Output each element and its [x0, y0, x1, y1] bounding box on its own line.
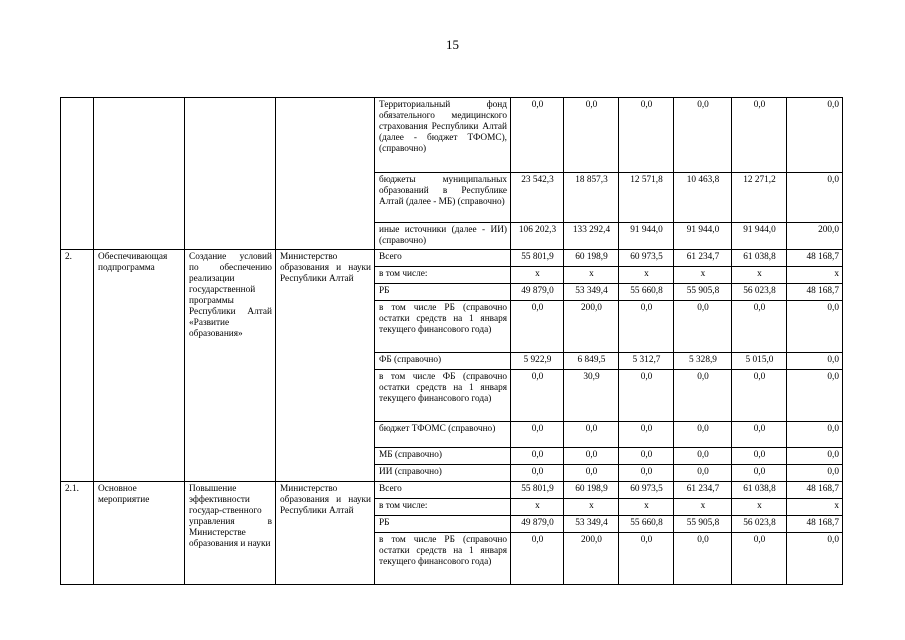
- amount-cell: 48 168,7: [787, 284, 843, 301]
- funding-source: Территориальный фонд обязательного медицинского страхования Республики Алтай (далее - бюджет ТФОМС), (справочно): [375, 98, 511, 173]
- funding-source: иные источники (далее - ИИ) (справочно): [375, 223, 511, 250]
- amount-cell: 0,0: [511, 448, 564, 465]
- amount-cell: х: [619, 499, 674, 516]
- amount-cell: 12 271,2: [732, 173, 787, 223]
- amount-cell: 49 879,0: [511, 516, 564, 533]
- program-name: Основное мероприятие: [94, 482, 185, 585]
- amount-cell: 0,0: [619, 533, 674, 585]
- program-name: Обеспечивающая подпрограмма: [94, 250, 185, 482]
- amount-cell: 55 660,8: [619, 284, 674, 301]
- amount-cell: 60 198,9: [564, 482, 619, 499]
- program-description: [185, 98, 276, 250]
- amount-cell: 106 202,3: [511, 223, 564, 250]
- amount-cell: 48 168,7: [787, 482, 843, 499]
- table-row: [61, 250, 843, 267]
- amount-cell: 48 168,7: [787, 250, 843, 267]
- funding-source: Всего: [375, 482, 511, 499]
- funding-source: РБ: [375, 516, 511, 533]
- amount-cell: х: [619, 267, 674, 284]
- amount-cell: 0,0: [619, 422, 674, 448]
- amount-cell: 0,0: [787, 422, 843, 448]
- amount-cell: 60 198,9: [564, 250, 619, 267]
- program-description: Создание условий по обеспечению реализации государственной программы Республики Алтай «Развитие образования»: [185, 250, 276, 482]
- amount-cell: 23 542,3: [511, 173, 564, 223]
- amount-cell: 200,0: [564, 533, 619, 585]
- row-number: 2.: [61, 250, 94, 482]
- amount-cell: 0,0: [511, 533, 564, 585]
- amount-cell: 0,0: [564, 448, 619, 465]
- amount-cell: 0,0: [732, 370, 787, 422]
- amount-cell: 0,0: [787, 465, 843, 482]
- amount-cell: 0,0: [787, 98, 843, 173]
- amount-cell: 0,0: [674, 98, 732, 173]
- row-number: [61, 98, 94, 250]
- amount-cell: 55 905,8: [674, 516, 732, 533]
- amount-cell: 5 015,0: [732, 353, 787, 370]
- amount-cell: 18 857,3: [564, 173, 619, 223]
- amount-cell: 0,0: [787, 301, 843, 353]
- amount-cell: х: [511, 499, 564, 516]
- amount-cell: 0,0: [732, 448, 787, 465]
- amount-cell: х: [732, 499, 787, 516]
- amount-cell: 0,0: [787, 370, 843, 422]
- amount-cell: 0,0: [511, 465, 564, 482]
- amount-cell: 0,0: [564, 465, 619, 482]
- amount-cell: 0,0: [787, 173, 843, 223]
- funding-source: в том числе:: [375, 267, 511, 284]
- amount-cell: 60 973,5: [619, 482, 674, 499]
- amount-cell: х: [787, 267, 843, 284]
- amount-cell: 0,0: [511, 422, 564, 448]
- amount-cell: 133 292,4: [564, 223, 619, 250]
- amount-cell: 0,0: [674, 533, 732, 585]
- table-row: [61, 482, 843, 499]
- amount-cell: 61 038,8: [732, 482, 787, 499]
- amount-cell: 0,0: [674, 422, 732, 448]
- funding-source: РБ: [375, 284, 511, 301]
- amount-cell: х: [674, 267, 732, 284]
- amount-cell: 0,0: [787, 353, 843, 370]
- amount-cell: х: [787, 499, 843, 516]
- amount-cell: 91 944,0: [619, 223, 674, 250]
- amount-cell: 0,0: [787, 448, 843, 465]
- amount-cell: 0,0: [674, 370, 732, 422]
- amount-cell: 0,0: [511, 370, 564, 422]
- amount-cell: 55 801,9: [511, 250, 564, 267]
- amount-cell: 56 023,8: [732, 516, 787, 533]
- amount-cell: х: [511, 267, 564, 284]
- amount-cell: 0,0: [732, 422, 787, 448]
- amount-cell: 48 168,7: [787, 516, 843, 533]
- amount-cell: х: [564, 499, 619, 516]
- amount-cell: 0,0: [732, 533, 787, 585]
- amount-cell: 0,0: [619, 301, 674, 353]
- amount-cell: 0,0: [619, 465, 674, 482]
- executor: [276, 98, 375, 250]
- amount-cell: 12 571,8: [619, 173, 674, 223]
- amount-cell: 6 849,5: [564, 353, 619, 370]
- amount-cell: 61 234,7: [674, 250, 732, 267]
- amount-cell: 5 328,9: [674, 353, 732, 370]
- funding-source: МБ (справочно): [375, 448, 511, 465]
- amount-cell: 53 349,4: [564, 284, 619, 301]
- amount-cell: 200,0: [564, 301, 619, 353]
- amount-cell: 91 944,0: [732, 223, 787, 250]
- amount-cell: 5 922,9: [511, 353, 564, 370]
- amount-cell: 55 801,9: [511, 482, 564, 499]
- amount-cell: 55 905,8: [674, 284, 732, 301]
- amount-cell: 0,0: [564, 98, 619, 173]
- amount-cell: 91 944,0: [674, 223, 732, 250]
- funding-source: бюджет ТФОМС (справочно): [375, 422, 511, 448]
- amount-cell: 61 038,8: [732, 250, 787, 267]
- funding-source: ИИ (справочно): [375, 465, 511, 482]
- amount-cell: 200,0: [787, 223, 843, 250]
- amount-cell: 0,0: [674, 301, 732, 353]
- amount-cell: 0,0: [732, 301, 787, 353]
- table-row: [61, 98, 843, 173]
- amount-cell: 0,0: [511, 98, 564, 173]
- amount-cell: х: [674, 499, 732, 516]
- amount-cell: 0,0: [619, 448, 674, 465]
- amount-cell: х: [564, 267, 619, 284]
- amount-cell: 55 660,8: [619, 516, 674, 533]
- amount-cell: 53 349,4: [564, 516, 619, 533]
- executor: Министерство образования и науки Республики Алтай: [276, 250, 375, 482]
- amount-cell: 0,0: [674, 465, 732, 482]
- amount-cell: 0,0: [674, 448, 732, 465]
- amount-cell: 61 234,7: [674, 482, 732, 499]
- amount-cell: 5 312,7: [619, 353, 674, 370]
- amount-cell: 10 463,8: [674, 173, 732, 223]
- row-number: 2.1.: [61, 482, 94, 585]
- program-description: Повышение эффективности государ-ственного управления в Министерстве образования и науки: [185, 482, 276, 585]
- amount-cell: 0,0: [564, 422, 619, 448]
- program-name: [94, 98, 185, 250]
- amount-cell: 0,0: [732, 98, 787, 173]
- funding-source: бюджеты муниципальных образований в Республике Алтай (далее - МБ) (справочно): [375, 173, 511, 223]
- executor: Министерство образования и науки Республики Алтай: [276, 482, 375, 585]
- funding-table: [60, 97, 843, 585]
- amount-cell: 30,9: [564, 370, 619, 422]
- amount-cell: 0,0: [511, 301, 564, 353]
- amount-cell: 49 879,0: [511, 284, 564, 301]
- amount-cell: 56 023,8: [732, 284, 787, 301]
- amount-cell: х: [732, 267, 787, 284]
- amount-cell: 60 973,5: [619, 250, 674, 267]
- funding-source: ФБ (справочно): [375, 353, 511, 370]
- amount-cell: 0,0: [732, 465, 787, 482]
- funding-source: в том числе:: [375, 499, 511, 516]
- funding-source: в том числе РБ (справочно остатки средств на 1 января текущего финансового года): [375, 301, 511, 353]
- funding-source: в том числе РБ (справочно остатки средств на 1 января текущего финансового года): [375, 533, 511, 585]
- amount-cell: 0,0: [619, 370, 674, 422]
- amount-cell: 0,0: [619, 98, 674, 173]
- funding-source: Всего: [375, 250, 511, 267]
- funding-source: в том числе ФБ (справочно остатки средств на 1 января текущего финансового года): [375, 370, 511, 422]
- page-number: 15: [446, 37, 459, 52]
- amount-cell: 0,0: [787, 533, 843, 585]
